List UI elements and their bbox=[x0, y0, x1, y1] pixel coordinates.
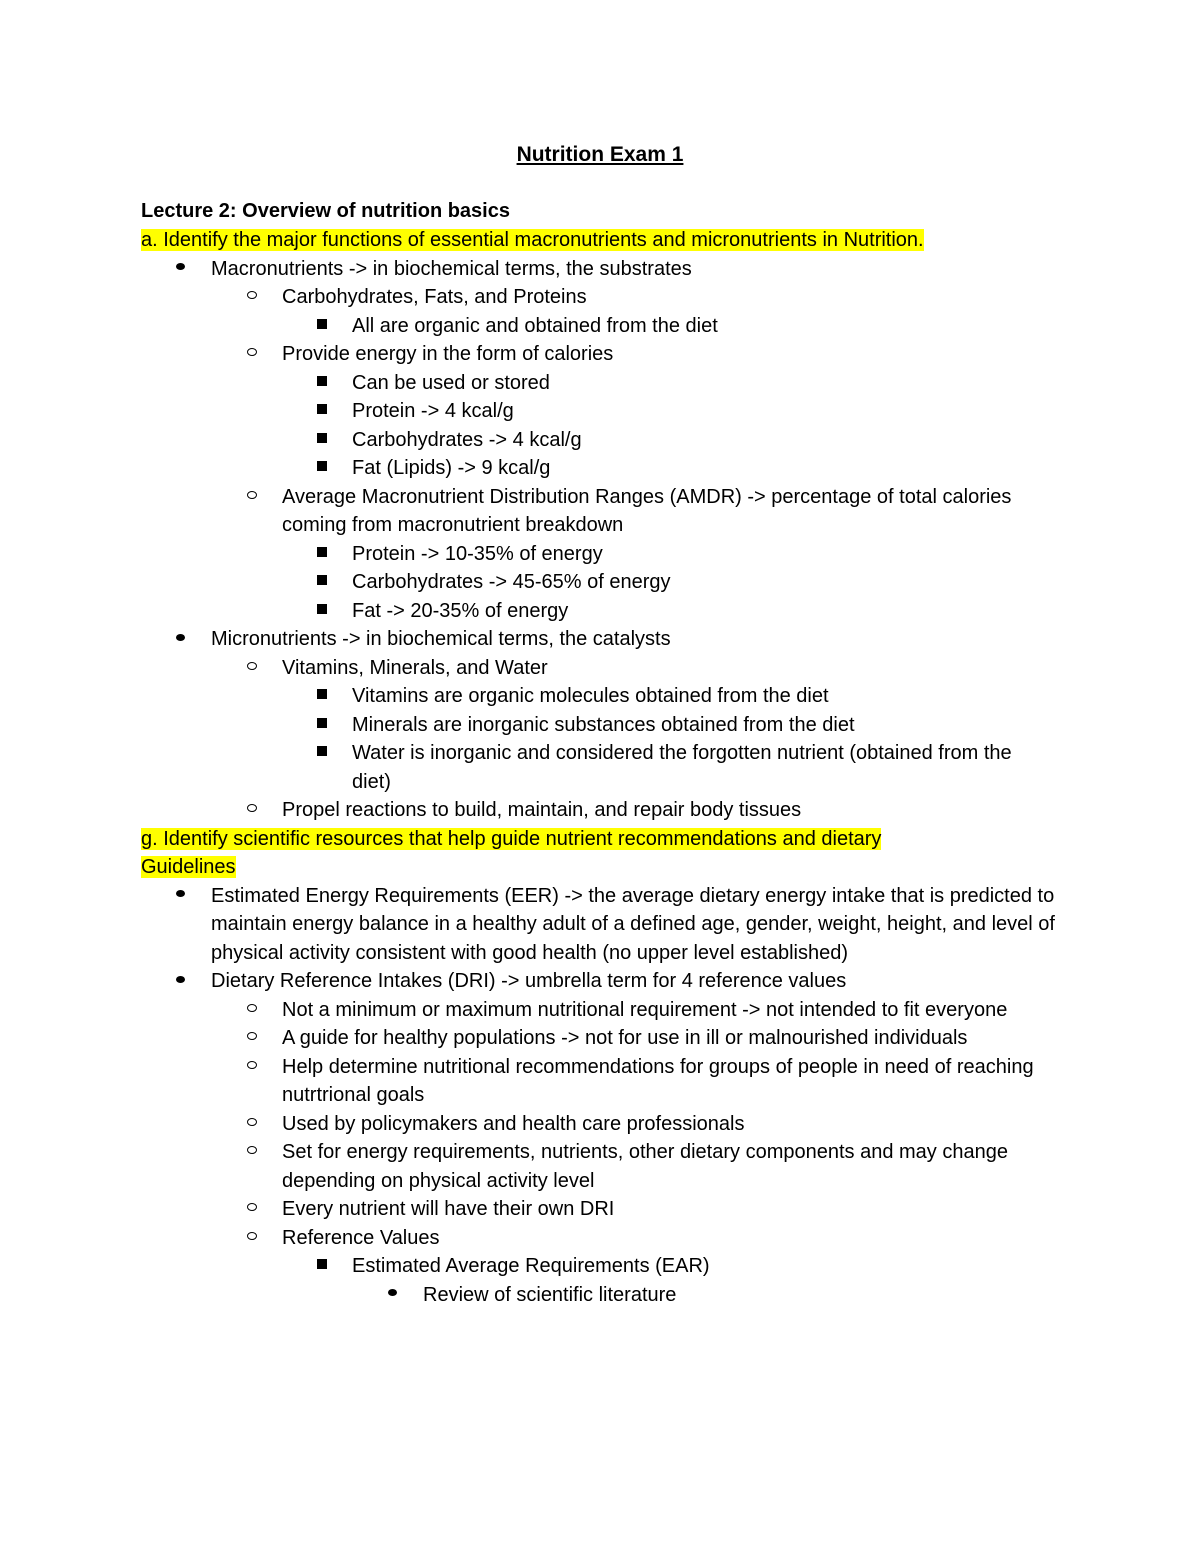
list-item bbox=[0, 397, 1052, 426]
list-item-text: Water is inorganic and considered the forgotten nutrient (obtained from the diet) bbox=[352, 742, 1012, 793]
list-item-text: Carbohydrates -> 4 kcal/g bbox=[352, 428, 582, 451]
list-item-text: Macronutrients -> in biochemical terms, the substrates bbox=[211, 257, 692, 280]
list-item-text: Reference Values bbox=[282, 1226, 440, 1249]
list-item bbox=[0, 369, 1052, 398]
bullet-square-icon bbox=[317, 1252, 327, 1281]
bullet-circle-icon bbox=[247, 340, 257, 369]
list-item bbox=[0, 1224, 1042, 1253]
bullet-circle-icon bbox=[247, 283, 257, 312]
objective-text: g. Identify scientific resources that help guide nutrient recommendations and dietary Guidelines bbox=[141, 827, 882, 878]
bullet-dot-icon bbox=[176, 882, 185, 911]
list-item-text: Vitamins, Minerals, and Water bbox=[282, 656, 548, 679]
list-item bbox=[0, 654, 1042, 683]
list-item bbox=[0, 255, 1061, 284]
list-item bbox=[0, 1195, 1042, 1224]
list-item-text: Average Macronutrient Distribution Ranges (AMDR) -> percentage of total calories coming from macronutrient breakdown bbox=[282, 485, 1012, 536]
list-item-text: A guide for healthy populations -> not for use in ill or malnourished individuals bbox=[282, 1027, 968, 1049]
document-title: Nutrition Exam 1 bbox=[516, 143, 684, 166]
bullet-square-icon bbox=[317, 682, 327, 711]
bullet-circle-icon bbox=[247, 1195, 257, 1224]
list-item bbox=[0, 1110, 1042, 1139]
list-item-text: Propel reactions to build, maintain, and repair body tissues bbox=[282, 799, 802, 821]
list-item-text: Dietary Reference Intakes (DRI) -> umbrella term for 4 reference values bbox=[211, 970, 847, 992]
list-item bbox=[0, 540, 1052, 569]
list-item bbox=[0, 882, 1061, 968]
objective-heading bbox=[0, 226, 941, 255]
list-item-text: Provide energy in the form of calories bbox=[282, 343, 614, 365]
list-item-text: Micronutrients -> in biochemical terms, the catalysts bbox=[211, 628, 671, 650]
list-item bbox=[0, 1024, 1042, 1053]
list-item bbox=[0, 340, 1042, 369]
bullet-circle-icon bbox=[247, 796, 257, 825]
bullet-dot-icon bbox=[176, 255, 185, 284]
list-item bbox=[0, 711, 1052, 740]
list-item-text: Minerals are inorganic substances obtained from the diet bbox=[352, 713, 855, 736]
bullet-circle-icon bbox=[247, 1110, 257, 1139]
bullet-square-icon bbox=[317, 568, 327, 597]
list-item-text: Fat (Lipids) -> 9 kcal/g bbox=[352, 457, 551, 479]
list-item bbox=[0, 568, 1052, 597]
bullet-square-icon bbox=[317, 540, 327, 569]
list-item bbox=[0, 682, 1052, 711]
list-item-text: Fat -> 20-35% of energy bbox=[352, 599, 569, 622]
list-item bbox=[0, 739, 1052, 796]
list-item bbox=[0, 283, 1042, 312]
bullet-square-icon bbox=[317, 312, 327, 341]
list-item-text: Vitamins are organic molecules obtained from the diet bbox=[352, 685, 829, 707]
list-item bbox=[0, 312, 1052, 341]
list-item bbox=[0, 796, 1042, 825]
bullet-square-icon bbox=[317, 454, 327, 483]
list-item bbox=[0, 967, 1061, 996]
bullet-circle-icon bbox=[247, 483, 257, 512]
list-item bbox=[0, 597, 1052, 626]
list-item bbox=[0, 1281, 1053, 1310]
bullet-circle-icon bbox=[247, 1053, 257, 1082]
list-item-text: Not a minimum or maximum nutritional requirement -> not intended to fit everyone bbox=[282, 998, 1008, 1021]
bullet-square-icon bbox=[317, 597, 327, 626]
list-item-text: Help determine nutritional recommendations for groups of people in need of reaching nutrtrional goals bbox=[282, 1055, 1034, 1106]
list-item-text: Every nutrient will have their own DRI bbox=[282, 1198, 615, 1220]
lecture-heading: Lecture 2: Overview of nutrition basics bbox=[141, 200, 510, 222]
bullet-dot-icon bbox=[176, 625, 185, 654]
list-item bbox=[0, 996, 1042, 1025]
list-item bbox=[0, 483, 1042, 540]
list-item-text: Set for energy requirements, nutrients, other dietary components and may change depending on physical activity level bbox=[282, 1141, 1008, 1192]
list-item-text: Review of scientific literature bbox=[423, 1283, 677, 1306]
bullet-square-icon bbox=[317, 711, 327, 740]
list-item-text: Estimated Average Requirements (EAR) bbox=[352, 1255, 710, 1277]
bullet-square-icon bbox=[317, 426, 327, 455]
objective-text: a. Identify the major functions of essential macronutrients and micronutrients in Nutrition. bbox=[141, 229, 924, 251]
list-item-text: Carbohydrates, Fats, and Proteins bbox=[282, 286, 587, 308]
list-item-text: Protein -> 4 kcal/g bbox=[352, 400, 514, 422]
bullet-circle-icon bbox=[247, 654, 257, 683]
list-item-text: Can be used or stored bbox=[352, 371, 550, 394]
list-item bbox=[0, 426, 1052, 455]
list-item-text: Estimated Energy Requirements (EER) -> the average dietary energy intake that is predicted to maintain energy balance in a healthy adult of a defined age, gender, weight, height, and level of physical activity consistent with good health (no upper level established) bbox=[211, 884, 1055, 964]
bullet-circle-icon bbox=[247, 996, 257, 1025]
bullet-circle-icon bbox=[247, 1024, 257, 1053]
bullet-circle-icon bbox=[247, 1138, 257, 1167]
bullet-circle-icon bbox=[247, 1224, 257, 1253]
list-item bbox=[0, 454, 1052, 483]
bullet-square-icon bbox=[317, 739, 327, 768]
list-item-text: Used by policymakers and health care professionals bbox=[282, 1112, 745, 1135]
list-item-text: All are organic and obtained from the diet bbox=[352, 314, 718, 337]
list-item bbox=[0, 625, 1061, 654]
list-item bbox=[0, 1138, 1042, 1195]
notes-body bbox=[0, 226, 1200, 1309]
list-item-text: Protein -> 10-35% of energy bbox=[352, 542, 603, 565]
list-item bbox=[0, 1252, 1052, 1281]
objective-heading bbox=[0, 825, 941, 882]
list-item-text: Carbohydrates -> 45-65% of energy bbox=[352, 571, 671, 593]
bullet-dot-icon bbox=[388, 1281, 397, 1310]
bullet-dot-icon bbox=[176, 967, 185, 996]
list-item bbox=[0, 1053, 1042, 1110]
bullet-square-icon bbox=[317, 369, 327, 398]
bullet-square-icon bbox=[317, 397, 327, 426]
